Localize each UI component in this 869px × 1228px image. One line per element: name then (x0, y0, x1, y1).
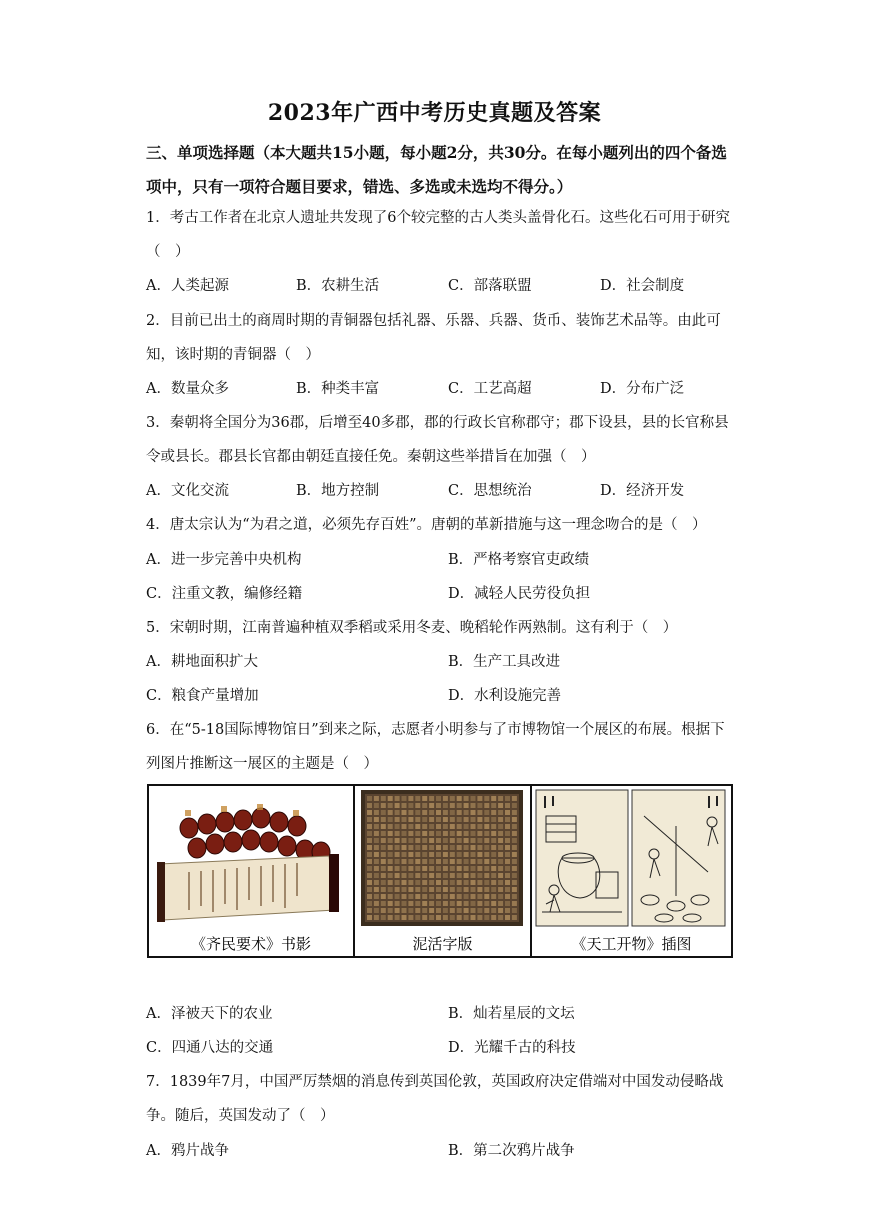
option-d: D．水利设施完善 (448, 688, 562, 704)
option-b: B．严格考察官吏政绩 (448, 552, 590, 568)
question-1-stem: 1．考古工作者在北京人遗址共发现了6个较完整的古人类头盖骨化石。这些化石可用于研究（ ） (146, 210, 730, 260)
option-d: D．经济开发 (600, 483, 685, 499)
page-title: 2023年广西中考历史真题及答案 (267, 100, 602, 126)
option-a: A．耕地面积扩大 (146, 654, 258, 670)
question-1-options (146, 269, 736, 303)
question-5-stem: 5．宋朝时期，江南普遍种植双季稻或采用冬麦、晚稻轮作两熟制。这有利于（ ） (146, 620, 678, 636)
option-d: D．社会制度 (600, 278, 685, 294)
question-6-options-row2 (146, 1031, 736, 1065)
question-7-options (146, 1134, 736, 1168)
question-2-options (146, 372, 736, 406)
clay-type-panel (355, 786, 532, 956)
option-a: A．进一步完善中央机构 (146, 552, 302, 568)
option-b: B．地方控制 (296, 483, 380, 499)
option-a: A．人类起源 (146, 278, 229, 294)
question-4-options-row2 (146, 577, 736, 611)
question-4-stem: 4．唐太宗认为“为君之道，必须先存百姓”。唐朝的革新措施与这一理念吻合的是（ ） (146, 517, 707, 533)
option-d: D．减轻人民劳役负担 (448, 586, 591, 602)
option-d: D．分布广泛 (600, 381, 685, 397)
section-header: 三、单项选择题（本大题共15小题，每小题2分，共30分。在每小题列出的四个备选项中，只有一项符合题目要求，错选、多选或未选均不得分。） (146, 143, 727, 196)
option-a: A．鸦片战争 (146, 1143, 229, 1159)
question-6-figure (147, 784, 733, 958)
question-7-stem: 7．1839年7月，中国严厉禁烟的消息传到英国伦敦，英国政府决定借端对中国发动侵略战争。随后，英国发动了（ ） (146, 1074, 724, 1124)
option-a: A．泽被天下的农业 (146, 1006, 273, 1022)
option-b: B．生产工具改进 (448, 654, 561, 670)
tiangong-kaiwu-panel (532, 786, 731, 956)
option-b: B．种类丰富 (296, 381, 380, 397)
question-5-options-row2 (146, 679, 736, 713)
qimin-yaoshu-panel (149, 786, 355, 956)
question-2-stem: 2．目前已出土的商周时期的青铜器包括礼器、乐器、兵器、货币、装饰艺术品等。由此可知，该时期的青铜器（ ） (146, 313, 721, 363)
option-b: B．第二次鸦片战争 (448, 1143, 575, 1159)
question-6-stem: 6．在“5-18国际博物馆日”到来之际，志愿者小明参与了市博物馆一个展区的布展。根据下列图片推断这一展区的主题是（ ） (146, 722, 725, 772)
option-c: C．工艺高超 (448, 381, 532, 397)
question-3-stem: 3．秦朝将全国分为36郡，后增至40多郡，郡的行政长官称郡守；郡下设县，县的长官称县令或县长。郡县长官都由朝廷直接任免。秦朝这些举措旨在加强（ ） (146, 415, 729, 465)
clay-type-plate-image (355, 786, 530, 930)
question-3-options (146, 474, 736, 508)
option-c: C．注重文教，编修经籍 (146, 586, 303, 602)
figure-caption-2: 泥活字版 (412, 935, 473, 953)
option-b: B．农耕生活 (296, 278, 380, 294)
question-5-options-row1 (146, 645, 736, 679)
figure-caption-1: 《齐民要术》书影 (190, 935, 311, 953)
option-b: B．灿若星辰的文坛 (448, 1006, 575, 1022)
option-a: A．文化交流 (146, 483, 229, 499)
option-c: C．四通八达的交通 (146, 1040, 274, 1056)
option-c: C．粮食产量增加 (146, 688, 259, 704)
woodblock-illustration-image (532, 786, 729, 930)
option-a: A．数量众多 (146, 381, 229, 397)
bamboo-scrolls-image (149, 786, 353, 928)
option-c: C．思想统治 (448, 483, 532, 499)
question-4-options-row1 (146, 543, 736, 577)
figure-caption-3: 《天工开物》插图 (571, 935, 692, 953)
question-6-options-row1 (146, 997, 736, 1031)
option-c: C．部落联盟 (448, 278, 532, 294)
option-d: D．光耀千古的科技 (448, 1040, 576, 1056)
